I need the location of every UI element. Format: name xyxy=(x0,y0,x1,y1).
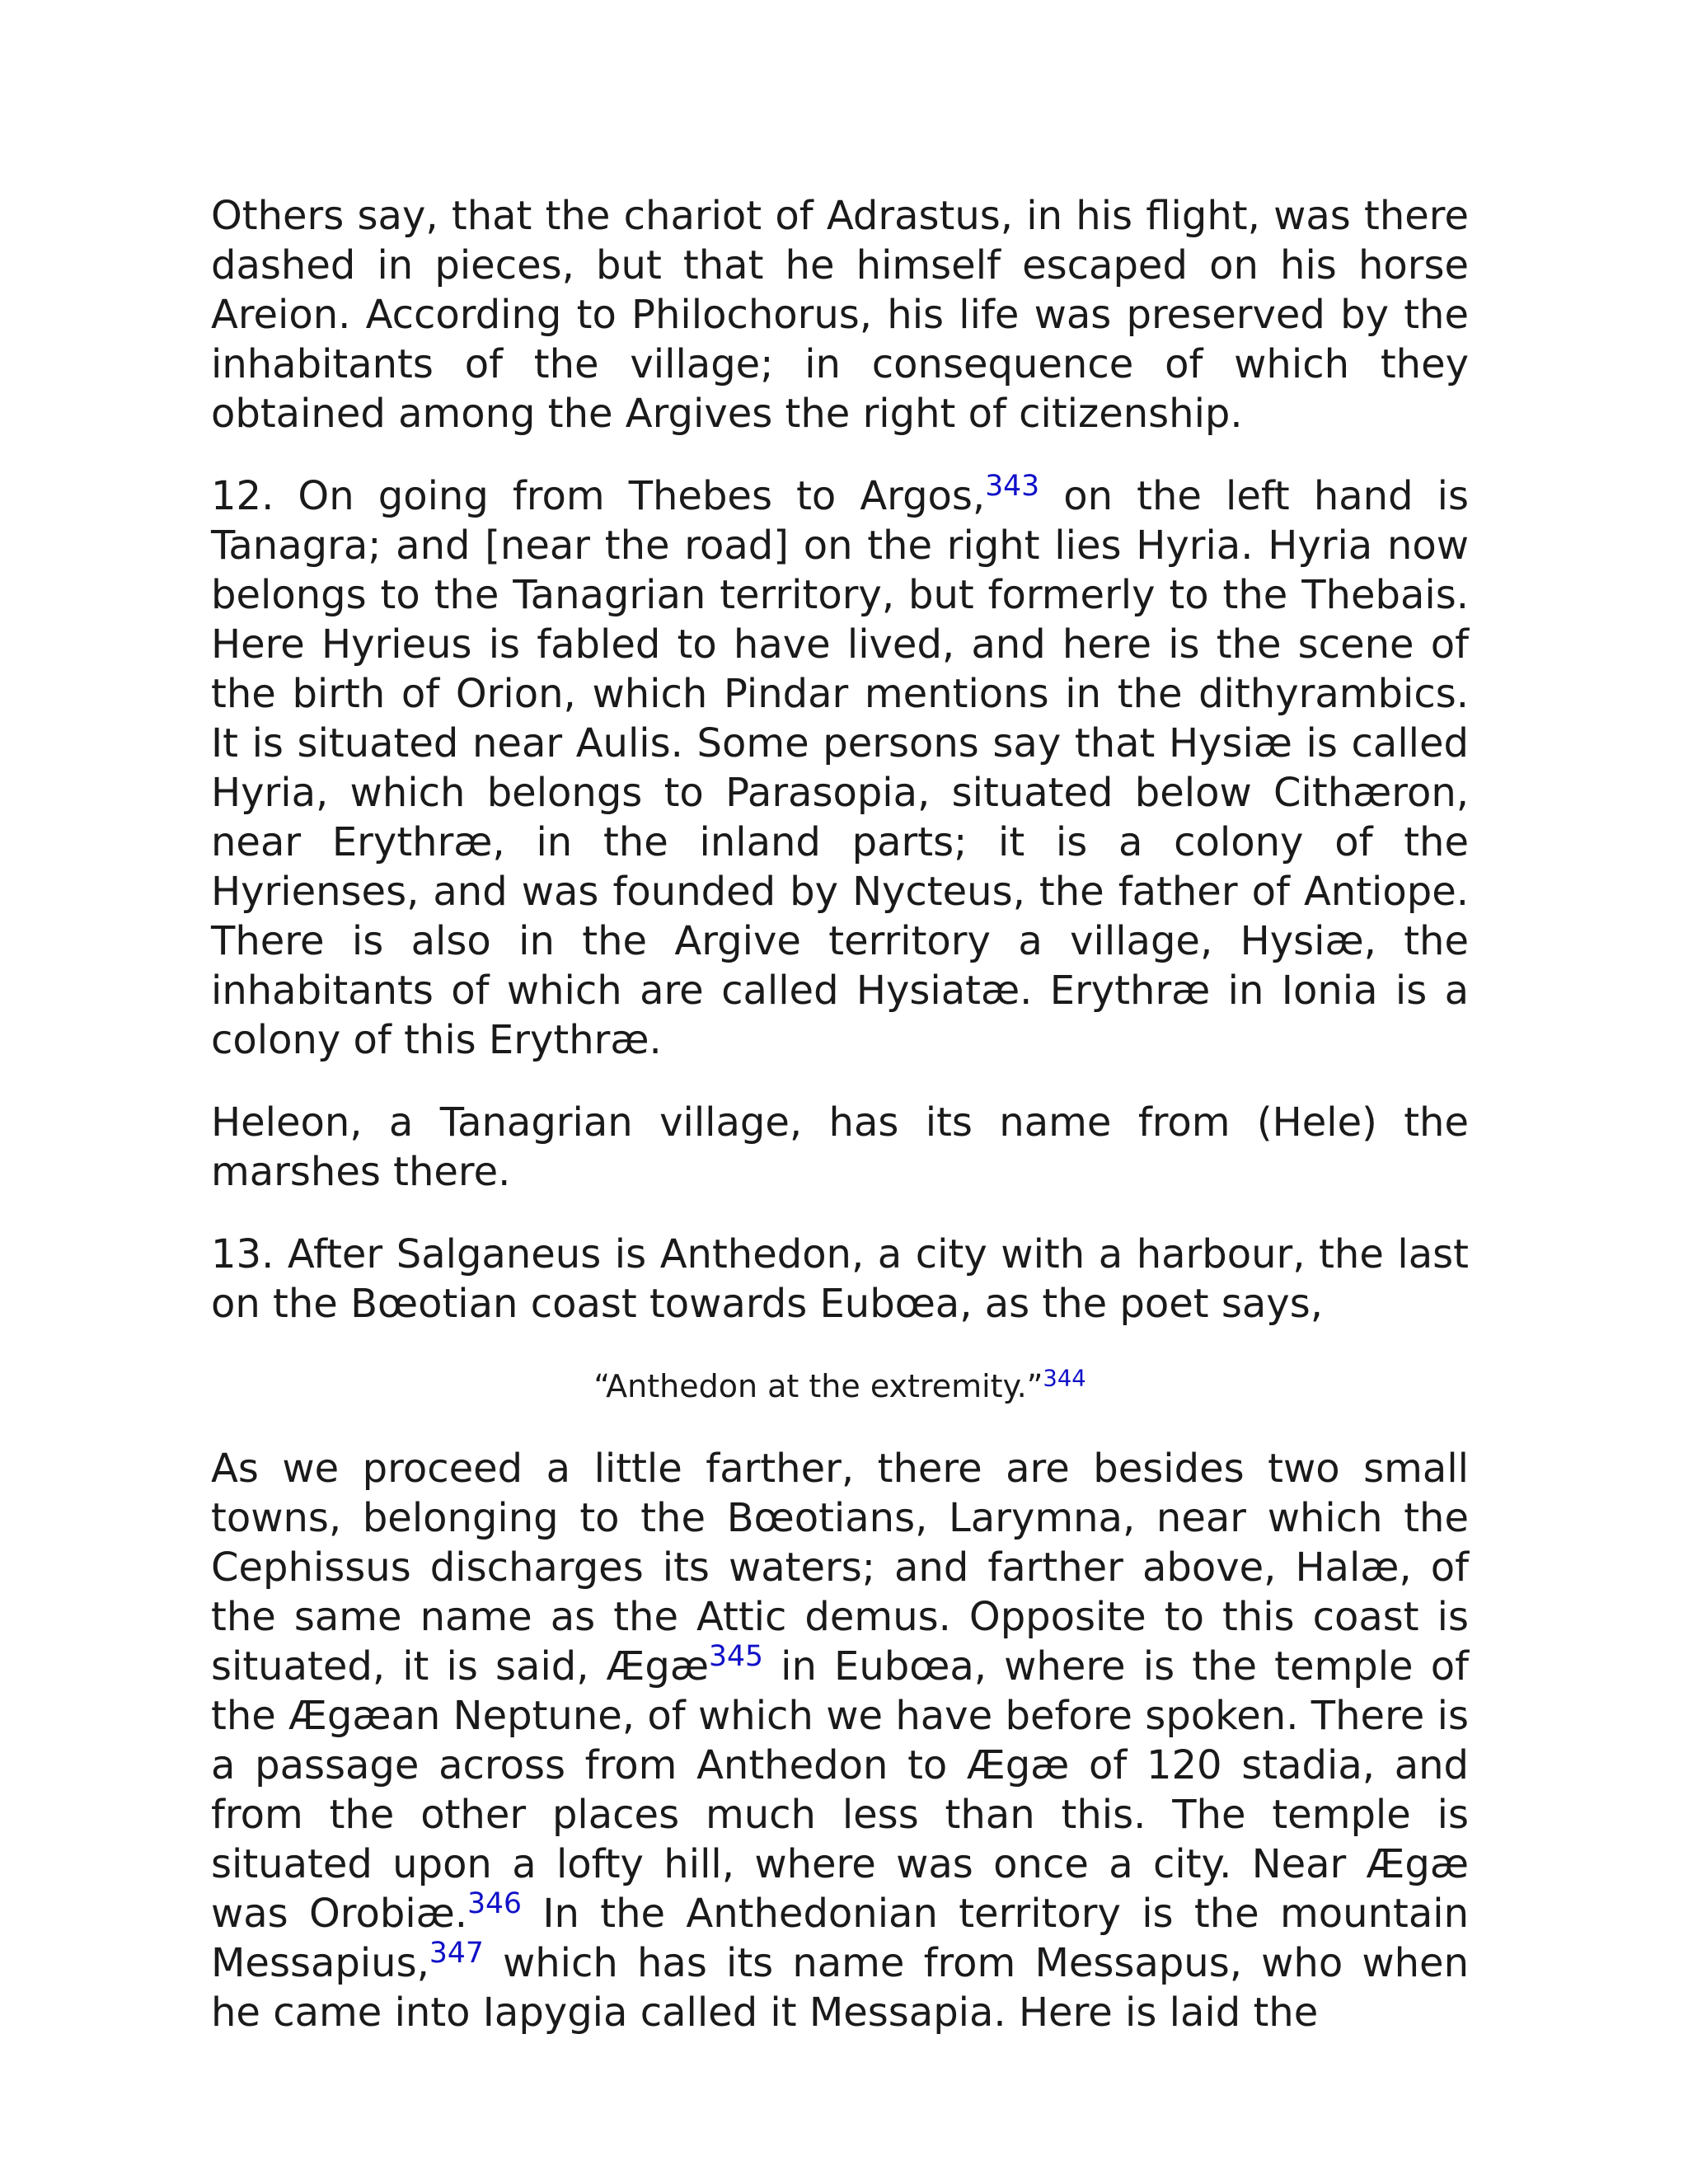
quote-text: “Anthedon at the extremity.” xyxy=(593,1368,1043,1404)
paragraph-text: 12. On going from Thebes to Argos, xyxy=(211,473,986,519)
paragraph-adrastus xyxy=(211,191,1469,438)
paragraph-text: As we proceed a little farther, there are besides two small towns, belonging to the Bœotians, Larymna, near which the Cephissus discharges its waters; and farther above, Halæ, of the same name as the Attic demus. Opposite to this coast is situated, it is said, Ægæ xyxy=(211,1446,1469,1690)
poet-quote xyxy=(211,1361,1469,1411)
paragraph-text: Others say, that the chariot of Adrastus, in his flight, was there dashed in pieces, but that he himself escaped on his horse Areion. According to Philochorus, his life was preserved by the inhabitants of the village; in consequence of which they obtained among the Argives the right of citizenship. xyxy=(211,193,1469,437)
paragraph-text: 13. After Salganeus is Anthedon, a city with a harbour, the last on the Bœotian coast towards Eubœa, as the poet says, xyxy=(211,1231,1469,1327)
footnote-link-345[interactable]: 345 xyxy=(709,1640,763,1673)
footnote-link-347[interactable]: 347 xyxy=(429,1937,484,1970)
paragraph-towns xyxy=(211,1444,1469,2037)
paragraph-text: on the left hand is Tanagra; and [near the road] on the right lies Hyria. Hyria now belongs to the Tanagrian territory, but formerly to the Thebais. Here Hyrieus is fabled to have lived, and here is the scene of the birth of Orion, which Pindar mentions in the dithyrambics. It is situated near Aulis. Some persons say that Hysiæ is called Hyria, which belongs to Parasopia, situated below Cithæron, near Erythræ, in the inland parts; it is a colony of the Hyrienses, and was founded by Nycteus, the father of Antiope. There is also in the Argive territory a village, Hysiæ, the inhabitants of which are called Hysiatæ. Erythræ in Ionia is a colony of this Erythræ. xyxy=(211,473,1469,1063)
footnote-link-343[interactable]: 343 xyxy=(985,470,1040,503)
footnote-link-346[interactable]: 346 xyxy=(467,1887,523,1920)
footnote-link-344[interactable]: 344 xyxy=(1043,1366,1086,1392)
paragraph-text: in Eubœa, where is the temple of the Ægæan Neptune, of which we have before spoken. There is a passage across from Anthedon to Ægæ of 120 stadia, and from the other places much less than this. The temple is situated upon a lofty hill, where was once a city. Near Ægæ was Orobiæ. xyxy=(211,1643,1469,1937)
page-body xyxy=(211,191,1469,2070)
paragraph-text: Heleon, a Tanagrian village, has its name from (Hele) the marshes there. xyxy=(211,1099,1469,1195)
paragraph-heleon xyxy=(211,1098,1469,1197)
paragraph-text: which has its name from Messapus, who when he came into Iapygia called it Messapia. Here is laid the xyxy=(211,1940,1469,2036)
paragraph-text: In the Anthedonian territory is the mountain Messapius, xyxy=(211,1891,1469,1986)
paragraph-section-12 xyxy=(211,471,1469,1065)
paragraph-section-13 xyxy=(211,1230,1469,1329)
